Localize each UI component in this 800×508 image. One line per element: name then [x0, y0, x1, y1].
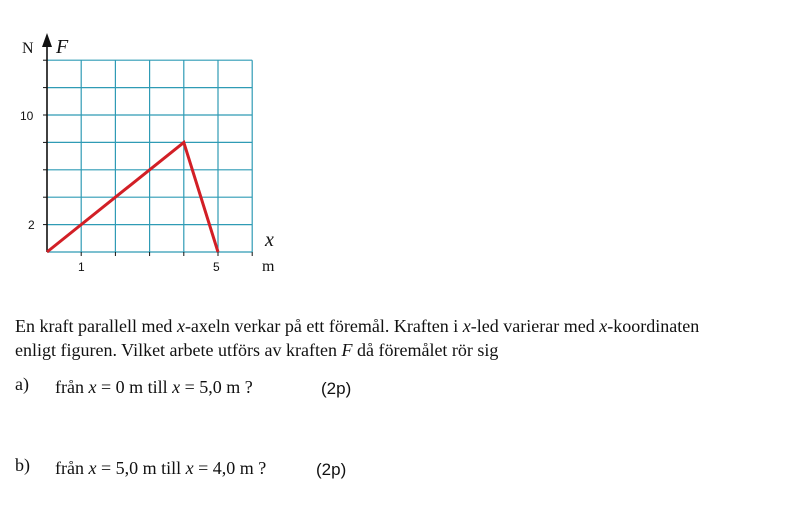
intro-text: -koordinaten — [607, 316, 700, 336]
question-text: från — [55, 458, 89, 478]
x-unit-label: m — [262, 258, 275, 275]
intro-text: En kraft parallell med — [15, 316, 177, 336]
question-text: från — [55, 377, 89, 397]
part-b-question — [55, 458, 266, 479]
variable-x: x — [172, 377, 181, 397]
force-position-graph — [0, 0, 300, 285]
intro-text: -led varierar med — [470, 316, 600, 336]
question-text: = 4,0 m ? — [193, 458, 267, 478]
variable-F: F — [341, 340, 353, 360]
variable-x: x — [185, 458, 194, 478]
question-text: = 5,0 m ? — [180, 377, 253, 397]
x-symbol-label: x — [265, 229, 274, 251]
x-tick-label-5: 5 — [213, 260, 220, 274]
variable-x: x — [88, 458, 97, 478]
y-axis-arrow — [42, 33, 52, 47]
problem-intro-line-2 — [15, 340, 498, 361]
y-unit-label: N — [22, 40, 34, 57]
part-a-label: a) — [15, 374, 29, 394]
grid — [47, 60, 252, 252]
variable-x: x — [176, 316, 185, 336]
x-tick-label-1: 1 — [78, 260, 85, 274]
y-tick-label-2: 2 — [28, 218, 35, 232]
axis-ticks — [43, 60, 252, 256]
question-text: = 0 m till — [96, 377, 173, 397]
part-b-label: b) — [15, 455, 30, 475]
problem-intro-line-1 — [15, 316, 699, 337]
part-a-question — [55, 377, 253, 398]
variable-x: x — [599, 316, 608, 336]
variable-x: x — [462, 316, 471, 336]
y-tick-label-10: 10 — [20, 109, 34, 123]
y-symbol-label: F — [56, 36, 69, 58]
variable-x: x — [88, 377, 97, 397]
part-a-points: (2p) — [321, 379, 352, 398]
intro-text: -axeln verkar på ett föremål. Kraften i — [184, 316, 463, 336]
part-b-points: (2p) — [316, 460, 347, 479]
question-text: = 5,0 m till — [96, 458, 186, 478]
intro-text: enligt figuren. Vilket arbete utförs av kraften — [15, 340, 342, 360]
intro-text: då föremålet rör sig — [352, 340, 499, 360]
